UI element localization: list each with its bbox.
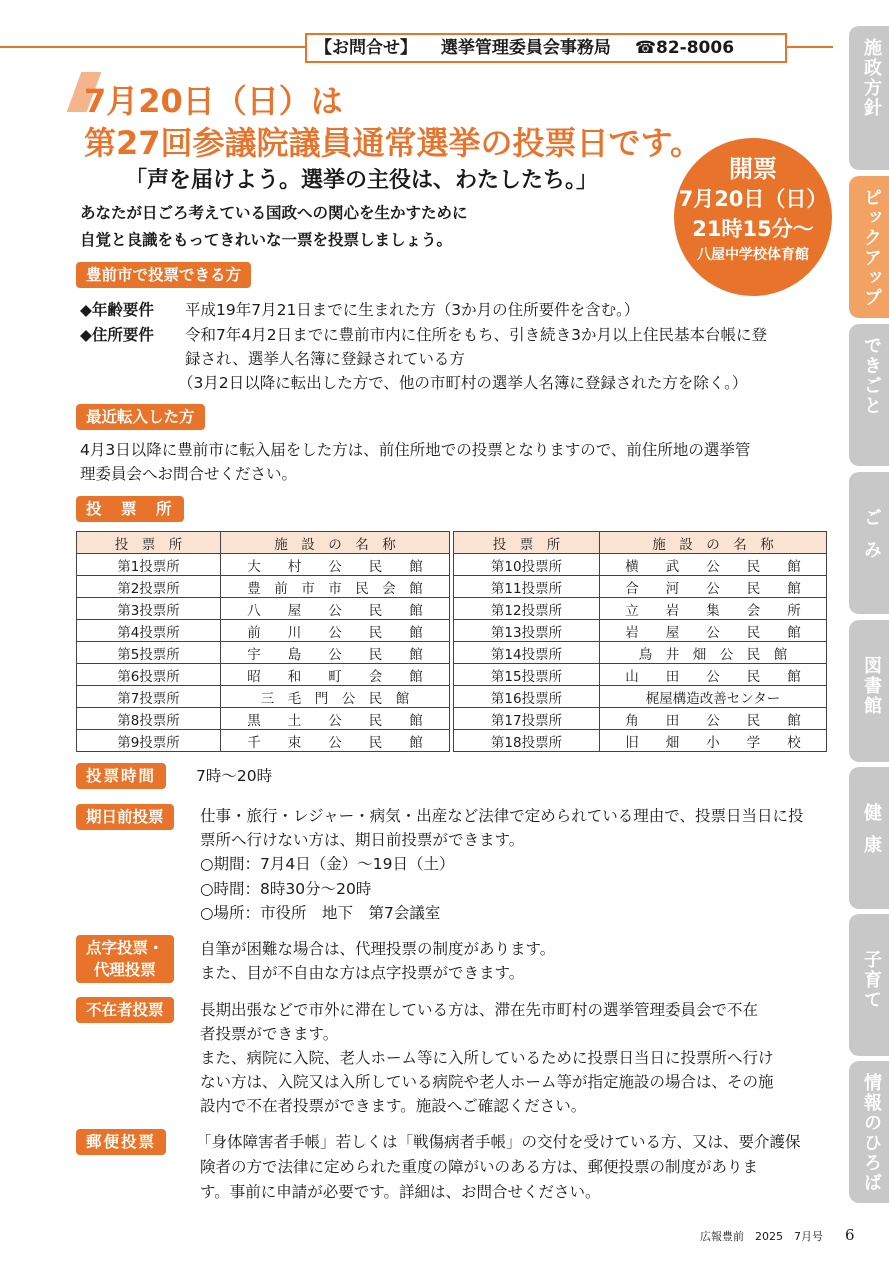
station-number: 第3投票所 — [77, 598, 221, 620]
count-badge-time: 21時15分～ — [692, 217, 814, 241]
braille-heading-line: 代理投票 — [93, 961, 156, 979]
intro-text — [80, 200, 468, 254]
station-number: 第5投票所 — [77, 642, 221, 664]
hours-text: 7時～20時 — [196, 767, 273, 785]
station-number: 第4投票所 — [77, 620, 221, 642]
postal-text-line: 険者の方で法律に定められた重度の障がいのある方は、郵便投票の制度がありま — [200, 1158, 759, 1176]
slogan: 「声を届けよう。選挙の主役は、わたしたち。」 — [125, 168, 599, 193]
table-row — [454, 576, 827, 598]
stations-heading: 投 票 所 — [76, 496, 184, 522]
col-station-header: 投 票 所 — [77, 532, 221, 554]
facility-name: 角 田 公 民 館 — [600, 708, 827, 730]
facility-name: 立 岩 集 会 所 — [600, 598, 827, 620]
facility-name: 八 屋 公 民 館 — [221, 598, 450, 620]
tab-label: 情報のひろば — [861, 1073, 882, 1193]
facility-name: 三 毛 門 公 民 館 — [221, 686, 450, 708]
facility-name: 岩 屋 公 民 館 — [600, 620, 827, 642]
facility-name: 山 田 公 民 館 — [600, 664, 827, 686]
absentee-text-line: ない方は、入院又は入所している病院や老人ホーム等が指定施設の場合は、その施 — [200, 1073, 774, 1091]
station-number: 第1投票所 — [77, 554, 221, 576]
facility-name: 横 武 公 民 館 — [600, 554, 827, 576]
address-text-line: 令和7年4月2日までに豊前市内に住所をもち、引き続き3か月以上住民基本台帳に登 — [185, 326, 767, 344]
tab-label: できごと — [861, 336, 882, 416]
early-place: ○場所：市役所 地下 第7会議室 — [200, 904, 441, 922]
facility-name: 千 束 公 民 館 — [221, 730, 450, 752]
absentee-text-line: 設内で不在者投票ができます。施設へご確認ください。 — [200, 1097, 587, 1115]
table-row — [77, 620, 450, 642]
address-requirement — [80, 323, 767, 347]
station-number: 第10投票所 — [454, 554, 600, 576]
moved-heading: 最近転入した方 — [76, 404, 205, 430]
station-number: 第13投票所 — [454, 620, 600, 642]
absentee-text-line: 者投票ができます。 — [200, 1025, 339, 1043]
absentee-text-line: 長期出張などで市外に滞在している方は、滞在先市町村の選挙管理委員会で不在 — [200, 1001, 759, 1019]
station-number: 第9投票所 — [77, 730, 221, 752]
contact-label: 【お問合せ】 — [315, 38, 417, 58]
table-row — [454, 664, 827, 686]
table-row — [77, 686, 450, 708]
tab-health[interactable] — [849, 767, 889, 909]
table-row — [77, 730, 450, 752]
vote-count-badge — [674, 138, 832, 296]
count-badge-place: 八屋中学校体育館 — [697, 247, 809, 263]
facility-name: 豊 前 市 市 民 会 館 — [221, 576, 450, 598]
count-badge-date: 7月20日（日） — [678, 187, 828, 211]
early-text-line: 仕事・旅行・レジャー・病気・出産など法律で定められている理由で、投票日当日に投 — [200, 807, 804, 825]
stations-table-left — [76, 531, 450, 752]
station-number: 第2投票所 — [77, 576, 221, 598]
table-row — [454, 686, 827, 708]
table-row — [454, 554, 827, 576]
tab-pickup[interactable] — [849, 176, 889, 318]
table-row — [77, 598, 450, 620]
early-heading: 期日前投票 — [76, 804, 174, 830]
tab-library[interactable] — [849, 620, 889, 762]
count-badge-title: 開票 — [729, 155, 777, 183]
moved-text-line: 4月3日以降に豊前市に転入届をした方は、前住所地での投票となりますので、前住所地の選挙管 — [80, 441, 751, 459]
station-number: 第16投票所 — [454, 686, 600, 708]
table-row — [454, 708, 827, 730]
address-label: ◆住所要件 — [80, 326, 154, 344]
eligible-heading: 豊前市で投票できる方 — [76, 262, 251, 288]
tab-label: 健康 — [861, 803, 882, 867]
tab-childcare[interactable] — [849, 914, 889, 1056]
page-number: 6 — [845, 1226, 855, 1244]
table-row — [454, 598, 827, 620]
braille-text-line: また、目が不自由な方は点字投票ができます。 — [200, 964, 525, 982]
facility-name: 黒 土 公 民 館 — [221, 708, 450, 730]
tab-info[interactable] — [849, 1061, 889, 1203]
moved-text-line: 理委員会へお問合せください。 — [80, 465, 298, 483]
facility-name: 合 河 公 民 館 — [600, 576, 827, 598]
early-text-line: 票所へ行けない方は、期日前投票ができます。 — [200, 831, 525, 849]
page-title-line1: 7月20日（日）は — [84, 82, 343, 120]
col-facility-header: 施 設 の 名 称 — [600, 532, 827, 554]
station-number: 第17投票所 — [454, 708, 600, 730]
braille-heading-line: 点字投票・ — [86, 939, 164, 957]
col-station-header: 投 票 所 — [454, 532, 600, 554]
station-number: 第6投票所 — [77, 664, 221, 686]
facility-name: 大 村 公 民 館 — [221, 554, 450, 576]
publication-name: 広報豊前 2025 7月号 — [700, 1230, 823, 1243]
early-period: ○期間：7月4日（金）～19日（土） — [200, 855, 455, 873]
station-number: 第14投票所 — [454, 642, 600, 664]
postal-text-line: 「身体障害者手帳」若しくは「戦傷病者手帳」の交付を受けている方、又は、要介護保 — [196, 1133, 801, 1151]
tab-label: ピックアップ — [861, 188, 882, 308]
station-number: 第7投票所 — [77, 686, 221, 708]
page-title-line2: 第27回参議院議員通常選挙の投票日です。 — [84, 124, 702, 162]
facility-name: 昭 和 町 会 館 — [221, 664, 450, 686]
table-row — [77, 664, 450, 686]
table-row — [77, 554, 450, 576]
tab-policy[interactable] — [849, 26, 889, 170]
table-row — [454, 620, 827, 642]
tab-label: 子育て — [861, 950, 882, 1010]
contact-phone: ☎82-8006 — [634, 38, 735, 58]
station-number: 第8投票所 — [77, 708, 221, 730]
braille-text-line: 自筆が困難な場合は、代理投票の制度があります。 — [200, 940, 556, 958]
absentee-heading: 不在者投票 — [76, 997, 174, 1023]
col-facility-header: 施 設 の 名 称 — [221, 532, 450, 554]
postal-text-line: す。事前に申請が必要です。詳細は、お問合せください。 — [200, 1183, 601, 1201]
station-number: 第11投票所 — [454, 576, 600, 598]
age-label: ◆年齢要件 — [80, 301, 154, 319]
stations-table-right — [453, 531, 827, 752]
facility-name: 宇 島 公 民 館 — [221, 642, 450, 664]
intro-line: あなたが日ごろ考えている国政への関心を生かすために — [80, 204, 468, 222]
table-row — [454, 730, 827, 752]
braille-heading — [76, 935, 174, 983]
station-number: 第12投票所 — [454, 598, 600, 620]
contact-office: 選挙管理委員会事務局 — [440, 38, 611, 58]
address-text-line: （3月2日以降に転出した方で、他の市町村の選挙人名簿に登録された方を除く。） — [178, 374, 748, 392]
table-row — [77, 576, 450, 598]
facility-name: 鳥 井 畑 公 民 館 — [600, 642, 827, 664]
station-number: 第18投票所 — [454, 730, 600, 752]
tab-garbage[interactable] — [849, 472, 889, 614]
facility-name: 前 川 公 民 館 — [221, 620, 450, 642]
table-row — [454, 642, 827, 664]
table-row — [77, 708, 450, 730]
absentee-text-line: また、病院に入院、老人ホーム等に入所しているために投票日当日に投票所へ行け — [200, 1049, 774, 1067]
tab-label: 施政方針 — [861, 38, 882, 118]
footer — [700, 1226, 855, 1244]
hours-heading: 投票時間 — [76, 763, 166, 789]
address-text-line: 録され、選挙人名簿に登録されている方 — [185, 350, 465, 368]
contact-box — [305, 33, 787, 63]
tab-events[interactable] — [849, 324, 889, 466]
intro-line: 自覚と良識をもってきれいな一票を投票しましょう。 — [80, 231, 453, 249]
facility-name: 梶屋構造改善センター — [600, 686, 827, 708]
early-time: ○時間：8時30分～20時 — [200, 880, 372, 898]
postal-heading: 郵便投票 — [76, 1129, 166, 1155]
age-text: 平成19年7月21日までに生まれた方（3か月の住所要件を含む。） — [185, 301, 640, 319]
table-row — [77, 642, 450, 664]
tab-label: 図書館 — [861, 656, 882, 716]
facility-name: 旧 畑 小 学 校 — [600, 730, 827, 752]
station-number: 第15投票所 — [454, 664, 600, 686]
tab-label: ごみ — [861, 508, 882, 572]
age-requirement — [80, 298, 639, 322]
